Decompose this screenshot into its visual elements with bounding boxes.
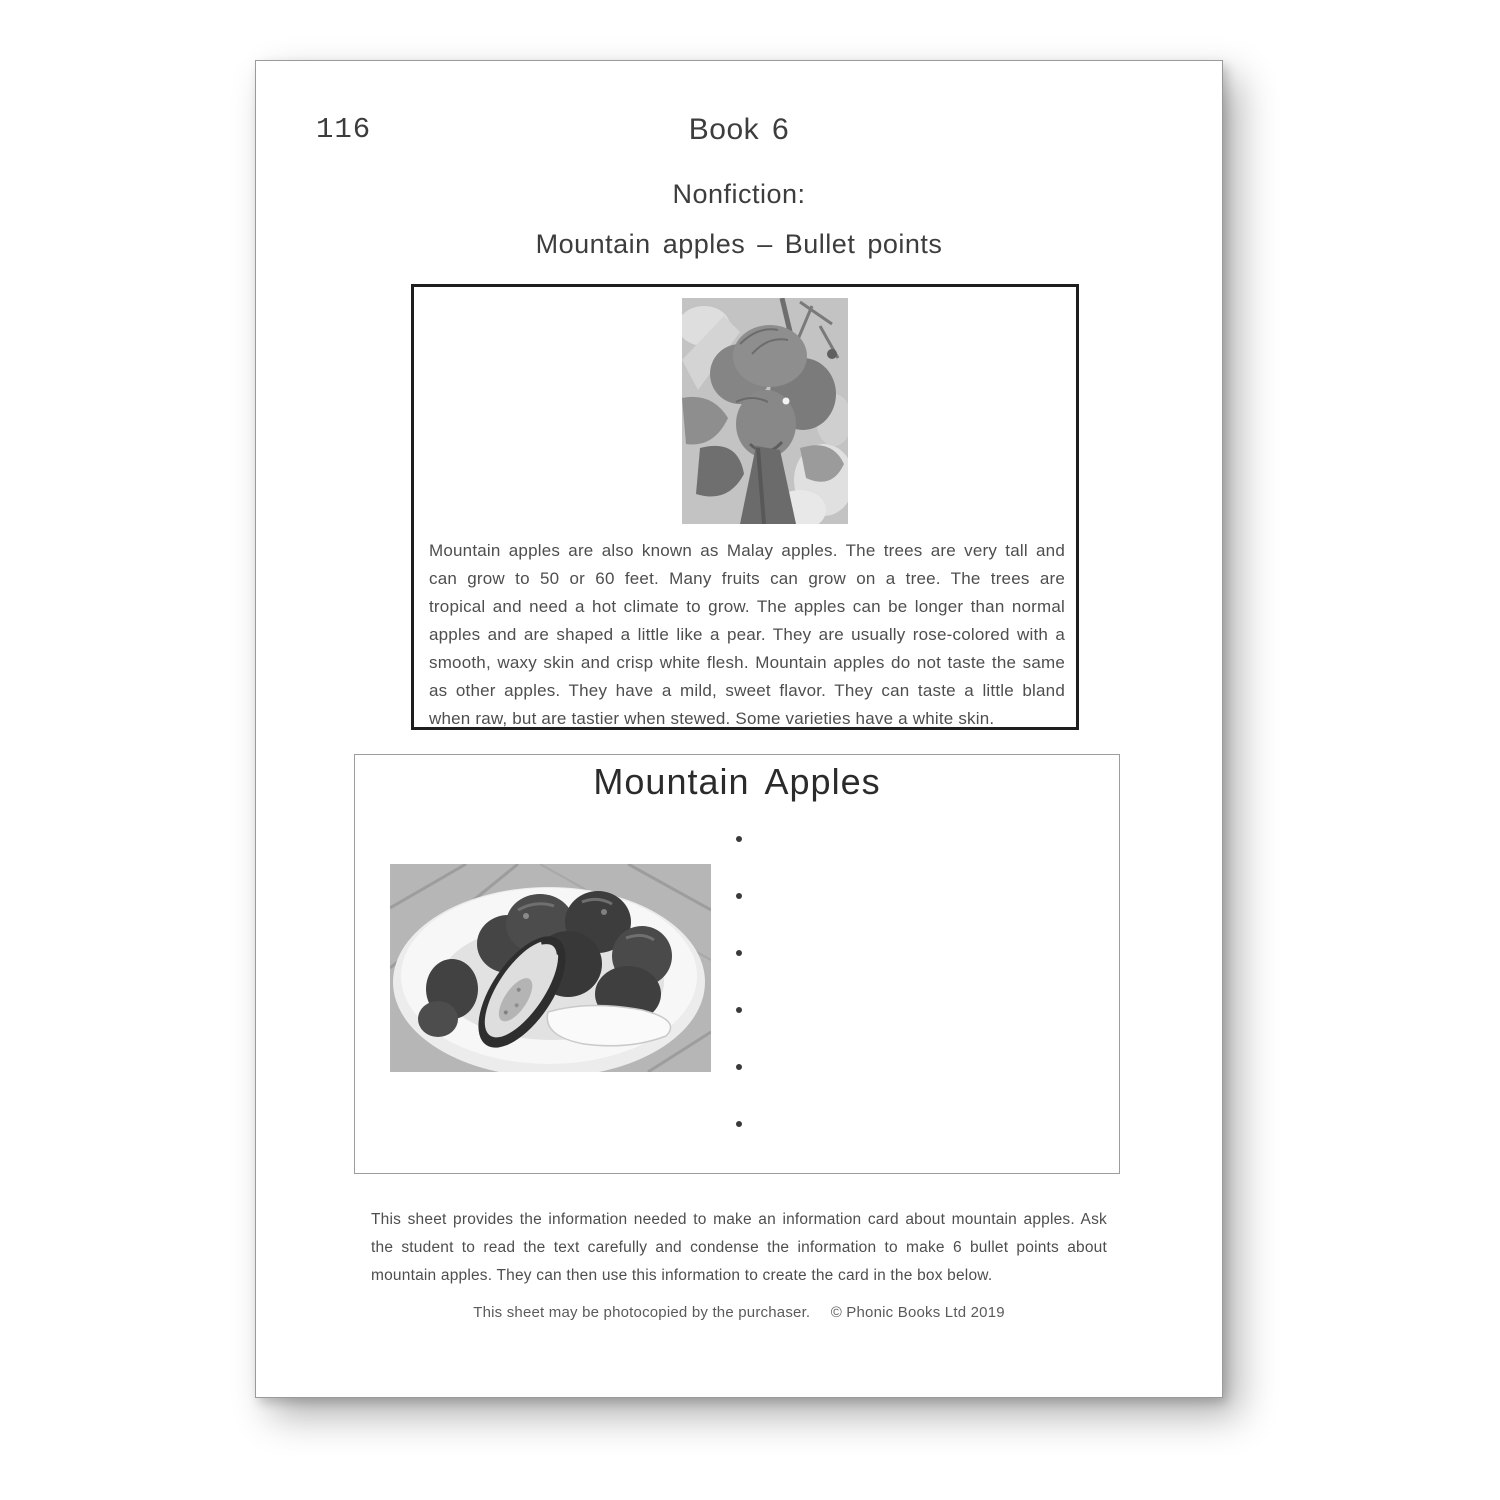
card-title: Mountain Apples	[593, 761, 881, 802]
bullet-dot	[736, 836, 742, 842]
page-footer	[256, 1304, 1222, 1321]
bullet-dot	[736, 1007, 742, 1013]
bullet-dot	[736, 950, 742, 956]
paragraph-line: apples and are shaped a little like a pear. They are usually rose-colored with a	[429, 625, 1065, 644]
worksheet-page	[255, 60, 1223, 1398]
book-label: Book 6	[688, 113, 790, 146]
bullet-list	[736, 836, 742, 1127]
info-box	[411, 284, 1079, 730]
bullet-dot	[736, 1064, 742, 1070]
section-label: Nonfiction:	[672, 179, 806, 209]
instructions-line: the student to read the text carefully and condense the information to make 6 bullet points about	[371, 1239, 1107, 1256]
instructions-line: mountain apples. They can then use this information to create the card in the box below.	[371, 1267, 993, 1284]
paragraph-line: smooth, waxy skin and crisp white flesh. Mountain apples do not taste the same	[429, 653, 1065, 672]
paragraph-line: as other apples. They have a mild, sweet flavor. They can taste a little bland	[429, 681, 1065, 700]
info-paragraph	[429, 537, 1065, 730]
paragraph-line: can grow to 50 or 60 feet. Many fruits can grow on a tree. The trees are	[429, 569, 1065, 588]
worksheet-title: Mountain apples – Bullet points	[535, 229, 943, 259]
copyright-notice: © Phonic Books Ltd 2019	[830, 1304, 1005, 1321]
information-card-box	[354, 754, 1120, 1174]
paragraph-line: tropical and need a hot climate to grow. The apples can be longer than normal	[429, 597, 1065, 616]
paragraph-line: Mountain apples are also known as Malay apples. The trees are very tall and	[429, 541, 1065, 560]
mountain-apples-tree-photo	[682, 298, 848, 524]
page-number: 116	[316, 113, 372, 146]
mountain-apples-plate-photo	[390, 864, 711, 1072]
bullet-dot	[736, 1121, 742, 1127]
photocopy-notice: This sheet may be photocopied by the purchaser.	[473, 1304, 811, 1321]
bullet-dot	[736, 893, 742, 899]
teacher-instructions	[371, 1206, 1107, 1290]
instructions-line: This sheet provides the information needed to make an information card about mountain apples. Ask	[371, 1211, 1107, 1228]
paragraph-line: when raw, but are tastier when stewed. Some varieties have a white skin.	[429, 709, 995, 728]
